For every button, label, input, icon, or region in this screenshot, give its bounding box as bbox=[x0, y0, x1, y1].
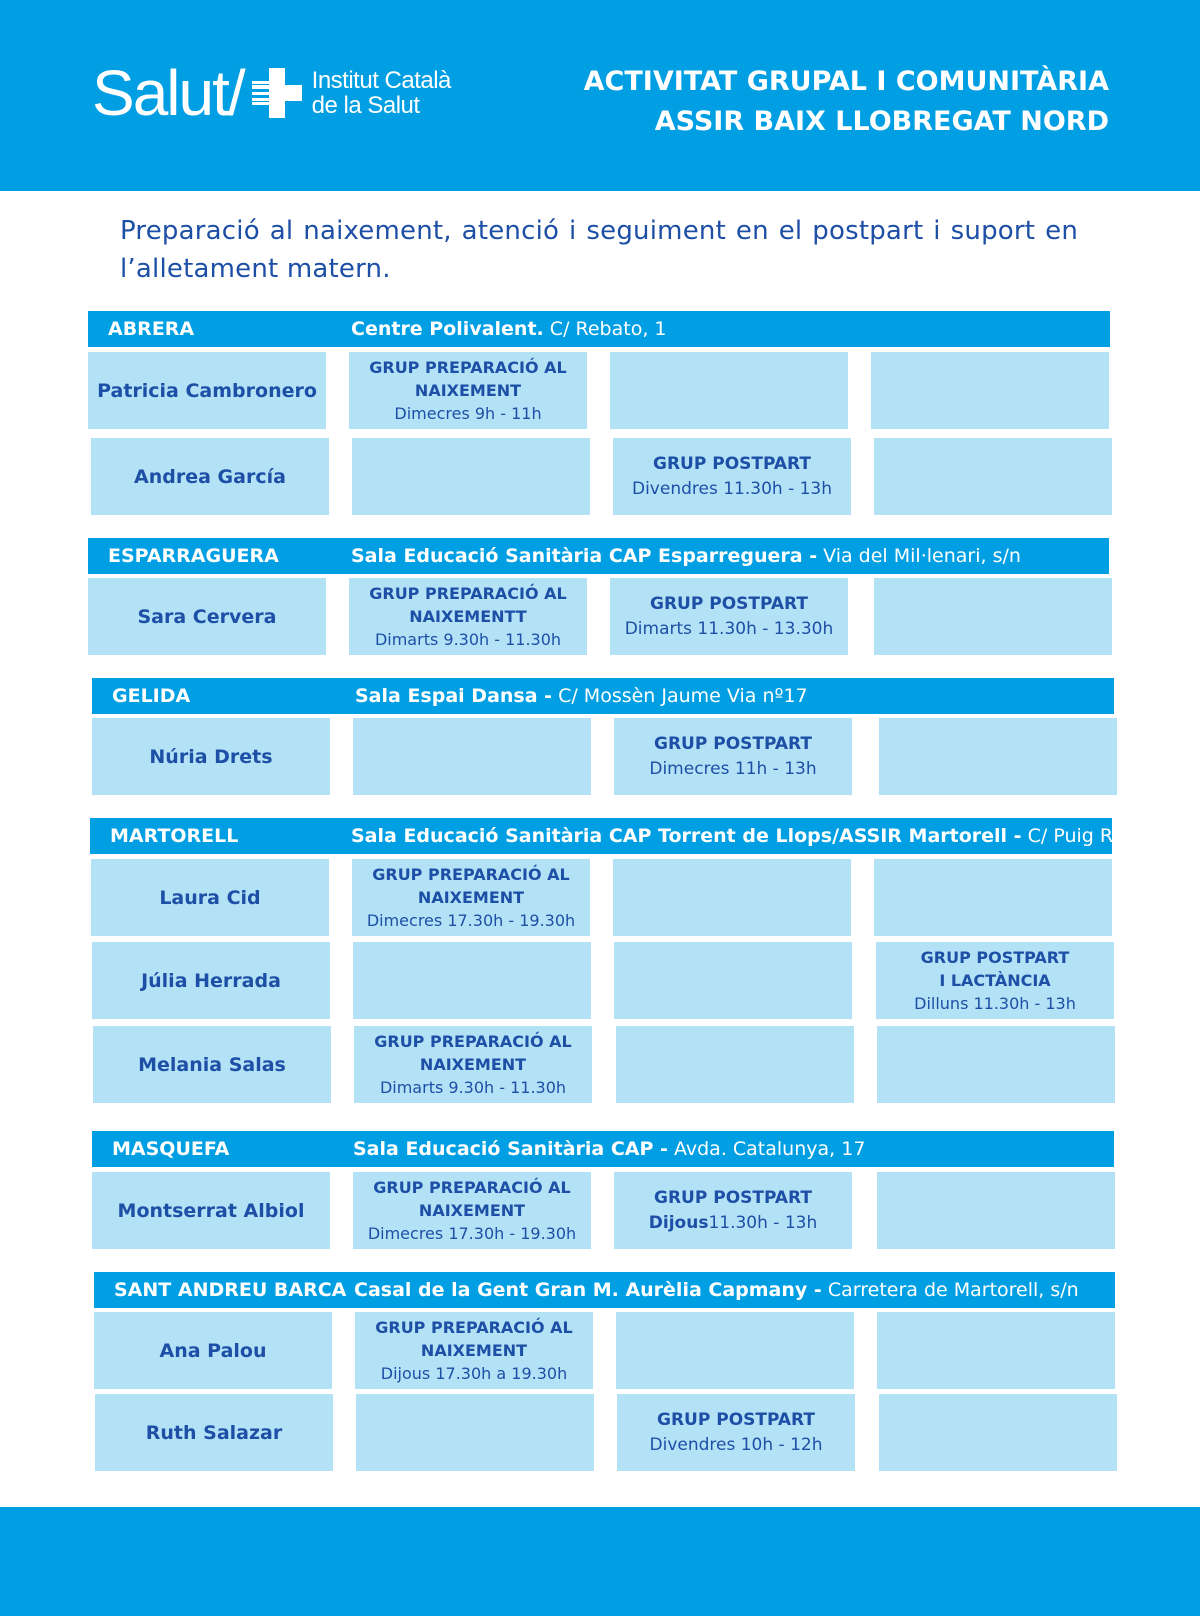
activity-title: GRUP PREPARACIÓ AL NAIXEMENT bbox=[372, 864, 570, 907]
venue-name: Centre Polivalent. bbox=[351, 318, 544, 340]
empty-cell bbox=[879, 718, 1117, 795]
activity-cell bbox=[355, 1312, 593, 1389]
location-name: SANT ANDREU BARCA bbox=[114, 1279, 347, 1301]
intro-text: Preparació al naixement, atenció i seguiment en el postpart i suport en l’alletament matern. bbox=[120, 216, 1078, 284]
location-address bbox=[351, 311, 667, 347]
activity-cell bbox=[349, 578, 587, 655]
empty-cell bbox=[874, 438, 1112, 515]
activity-schedule: Dimarts 9.30h - 11.30h bbox=[374, 629, 562, 649]
location-address bbox=[354, 1272, 1079, 1308]
staff-name-cell: Ruth Salazar bbox=[95, 1394, 333, 1471]
street-address: C/ Mossèn Jaume Via nº17 bbox=[558, 685, 808, 707]
empty-cell bbox=[616, 1312, 854, 1389]
staff-name-cell: Laura Cid bbox=[91, 859, 329, 936]
empty-cell bbox=[356, 1394, 594, 1471]
activity-cell bbox=[614, 1172, 852, 1249]
empty-cell bbox=[877, 1172, 1115, 1249]
activity-title: GRUP PREPARACIÓ AL NAIXEMENT bbox=[374, 1031, 572, 1074]
empty-cell bbox=[877, 1312, 1115, 1389]
street-address: C/ Rebato, 1 bbox=[549, 318, 667, 340]
location-name: GELIDA bbox=[112, 685, 191, 707]
activity-cell bbox=[614, 718, 852, 795]
activity-title: GRUP POSTPART bbox=[653, 453, 811, 474]
empty-cell bbox=[879, 1394, 1117, 1471]
location-bar-esparraguera bbox=[88, 538, 1109, 574]
logo-institution-line1: Institut Català bbox=[311, 67, 451, 94]
activity-schedule: Divendres 10h - 12h bbox=[649, 1434, 823, 1455]
activity-schedule: Divendres 11.30h - 13h bbox=[631, 478, 833, 499]
staff-name-cell: Núria Drets bbox=[92, 718, 330, 795]
location-name: ESPARRAGUERA bbox=[108, 545, 279, 567]
health-cross-icon bbox=[252, 68, 302, 118]
venue-name: Sala Espai Dansa - bbox=[355, 685, 553, 707]
street-address: Avda. Catalunya, 17 bbox=[673, 1138, 866, 1160]
street-address: C/ Puig Ravell, 10 bbox=[1027, 825, 1195, 847]
empty-cell bbox=[352, 438, 590, 515]
location-address bbox=[351, 538, 1021, 574]
activity-cell bbox=[353, 1172, 591, 1249]
location-bar-masquefa bbox=[92, 1131, 1114, 1167]
logo-brand: Salut/ bbox=[92, 57, 244, 129]
staff-name-cell: Patricia Cambronero bbox=[88, 352, 326, 429]
activity-schedule: Dimecres 17.30h - 19.30h bbox=[366, 910, 576, 930]
activity-title: GRUP POSTPART bbox=[654, 1187, 812, 1208]
page-title bbox=[584, 62, 1109, 142]
activity-cell bbox=[354, 1026, 592, 1103]
header-banner bbox=[0, 0, 1200, 191]
staff-name-cell: Andrea García bbox=[91, 438, 329, 515]
staff-name-cell: Júlia Herrada bbox=[92, 942, 330, 1019]
title-line1: ACTIVITAT GRUPAL I COMUNITÀRIA bbox=[583, 66, 1109, 97]
activity-schedule: Dimecres 17.30h - 19.30h bbox=[367, 1223, 577, 1243]
salut-logo bbox=[92, 58, 451, 128]
empty-cell bbox=[616, 1026, 854, 1103]
street-address: Carretera de Martorell, s/n bbox=[827, 1279, 1079, 1301]
footer-banner bbox=[0, 1507, 1200, 1616]
staff-name-cell: Melania Salas bbox=[93, 1026, 331, 1103]
schedule-time: 11.30h - 13h bbox=[708, 1212, 818, 1233]
activity-cell bbox=[352, 859, 590, 936]
empty-cell bbox=[353, 942, 591, 1019]
activity-cell bbox=[617, 1394, 855, 1471]
activity-schedule: Dimecres 9h - 11h bbox=[394, 403, 542, 423]
activity-title: GRUP PREPARACIÓ AL NAIXEMENTT bbox=[369, 583, 567, 626]
location-bar-martorell bbox=[90, 818, 1195, 854]
location-address bbox=[351, 818, 1194, 854]
venue-name: Sala Educació Sanitària CAP Esparreguera - bbox=[351, 545, 818, 567]
location-address bbox=[355, 678, 808, 714]
activity-cell bbox=[610, 578, 848, 655]
empty-cell bbox=[874, 859, 1112, 936]
logo-institution-line2: de la Salut bbox=[311, 92, 420, 119]
empty-cell bbox=[877, 1026, 1115, 1103]
location-bar-abrera bbox=[88, 311, 1110, 347]
venue-name: Casal de la Gent Gran M. Aurèlia Capmany - bbox=[354, 1279, 822, 1301]
activity-title: GRUP PREPARACIÓ AL NAIXEMENT bbox=[375, 1317, 573, 1360]
activity-schedule: Dijous 17.30h a 19.30h bbox=[380, 1363, 568, 1383]
location-address bbox=[353, 1131, 865, 1167]
location-name: ABRERA bbox=[108, 318, 195, 340]
activity-title: GRUP PREPARACIÓ AL NAIXEMENT bbox=[373, 1177, 571, 1220]
empty-cell bbox=[610, 352, 848, 429]
logo-institution bbox=[312, 68, 451, 118]
staff-name-cell: Sara Cervera bbox=[88, 578, 326, 655]
activity-schedule: Dilluns 11.30h - 13h bbox=[914, 993, 1076, 1013]
activity-cell bbox=[349, 352, 587, 429]
location-name: MARTORELL bbox=[110, 825, 239, 847]
title-line2: ASSIR BAIX LLOBREGAT NORD bbox=[654, 106, 1109, 137]
staff-name-cell: Montserrat Albiol bbox=[92, 1172, 330, 1249]
activity-cell bbox=[613, 438, 851, 515]
empty-cell bbox=[353, 718, 591, 795]
empty-cell bbox=[874, 578, 1112, 655]
venue-name: Sala Educació Sanitària CAP Torrent de Llops/ASSIR Martorell - bbox=[351, 825, 1022, 847]
activity-title: GRUP POSTPART bbox=[657, 1409, 815, 1430]
street-address: Via del Mil·lenari, s/n bbox=[823, 545, 1021, 567]
location-name: MASQUEFA bbox=[112, 1138, 230, 1160]
activity-schedule bbox=[649, 1211, 817, 1236]
location-bar-sant-andreu-barca bbox=[94, 1272, 1115, 1308]
schedule-day: Dijous bbox=[648, 1212, 709, 1233]
activity-schedule: Dimarts 9.30h - 11.30h bbox=[379, 1077, 567, 1097]
location-bar-gelida bbox=[92, 678, 1114, 714]
activity-schedule: Dimecres 11h - 13h bbox=[649, 758, 817, 779]
activity-title: GRUP POSTPART I LACTÀNCIA bbox=[920, 947, 1070, 990]
empty-cell bbox=[614, 942, 852, 1019]
activity-title: GRUP PREPARACIÓ AL NAIXEMENT bbox=[369, 357, 567, 400]
empty-cell bbox=[613, 859, 851, 936]
empty-cell bbox=[871, 352, 1109, 429]
venue-name: Sala Educació Sanitària CAP - bbox=[353, 1138, 668, 1160]
staff-name-cell: Ana Palou bbox=[94, 1312, 332, 1389]
activity-title: GRUP POSTPART bbox=[650, 593, 808, 614]
activity-title: GRUP POSTPART bbox=[654, 733, 812, 754]
activity-cell bbox=[876, 942, 1114, 1019]
activity-schedule: Dimarts 11.30h - 13.30h bbox=[624, 618, 834, 639]
